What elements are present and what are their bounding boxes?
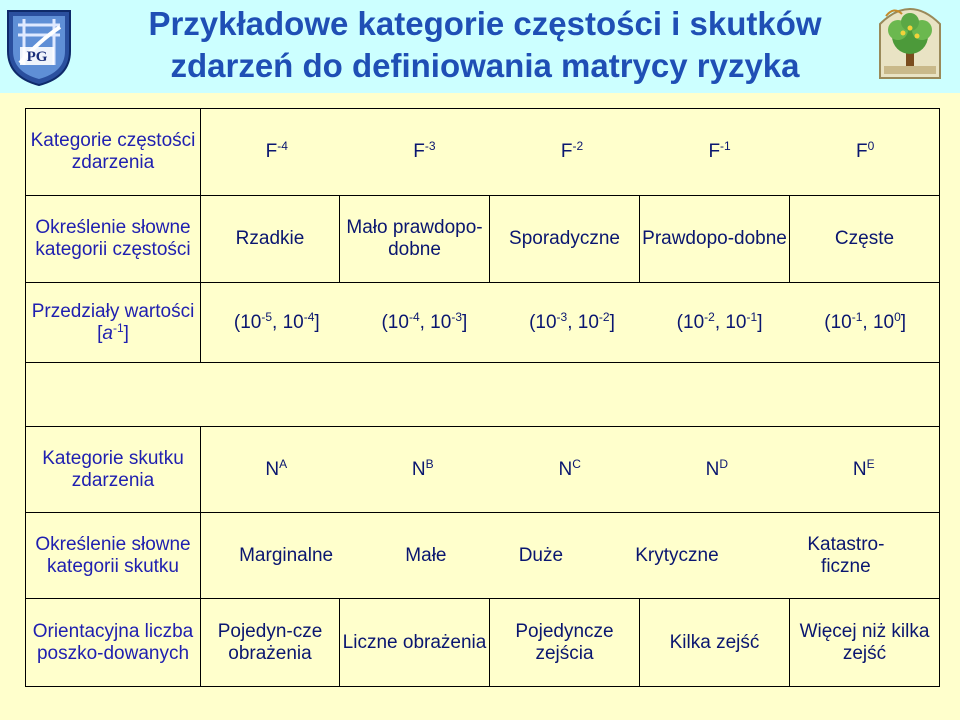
frequency-category-row [26, 109, 940, 196]
casualties-row [26, 599, 940, 687]
page-title [90, 3, 880, 87]
title-line-2: zdarzeń do definiowania matrycy ryzyka [170, 47, 800, 84]
consequence-category-label: Kategorie skutku zdarzenia [26, 427, 201, 513]
frequency-range-row [26, 283, 940, 363]
table-spacer-row [26, 363, 940, 427]
casualties-cell: Pojedyn-cze obrażenia [201, 599, 340, 687]
consequence-verbal-row [26, 513, 940, 599]
consequence-verbal-label: Określenie słowne kategorii skutku [26, 513, 201, 599]
pg-logo-icon [4, 5, 74, 87]
casualties-cell: Liczne obrażenia [340, 599, 490, 687]
casualties-label: Orientacyjna liczba poszko-dowanych [26, 599, 201, 687]
frequency-category-cell [201, 109, 940, 196]
consequence-code: $N^E$ [852, 456, 875, 480]
consequence-code: $N^D$ [705, 456, 729, 480]
title-line-1: Przykładowe kategorie częstości i skutków [148, 5, 822, 42]
frequency-range: ($10^{-4}$, $10^{-3}$] [381, 309, 468, 333]
casualties-cell: Pojedyncze zejścia [490, 599, 640, 687]
risk-category-table [25, 108, 940, 687]
consequence-code: $N^A$ [265, 456, 288, 480]
frequency-code: $F^{-1}$ [708, 139, 731, 162]
consequence-verbal-value: Katastro-ficzne [807, 533, 885, 577]
consequence-code: $N^B$ [411, 456, 434, 480]
frequency-category-label: Kategorie częstości zdarzenia [26, 109, 201, 196]
casualties-cell: Więcej niż kilka zejść [790, 599, 940, 687]
tree-emblem-icon [874, 2, 946, 82]
frequency-verbal-cell: Mało prawdopo-dobne [340, 196, 490, 283]
table-spacer-cell [26, 363, 940, 427]
frequency-code: $F^0$ [856, 139, 875, 162]
consequence-verbal-cell [201, 513, 940, 599]
casualties-cell: Kilka zejść [640, 599, 790, 687]
frequency-code: $F^{-4}$ [265, 139, 288, 162]
consequence-verbal-value: Duże [518, 544, 564, 566]
frequency-verbal-cell: Rzadkie [201, 196, 340, 283]
frequency-verbal-label: Określenie słowne kategorii częstości [26, 196, 201, 283]
frequency-verbal-cell: Częste [790, 196, 940, 283]
frequency-range: ($10^{-1}$, $10^0$] [824, 309, 907, 333]
consequence-verbal-value: Małe [405, 544, 447, 566]
frequency-range: ($10^{-5}$, $10^{-4}$] [233, 309, 320, 333]
frequency-range-cell [201, 283, 940, 363]
consequence-verbal-value: Marginalne [239, 544, 334, 566]
frequency-range-label: Przedziały wartości $[a^{-1}]$ [26, 283, 201, 363]
frequency-verbal-cell: Prawdopo-dobne [640, 196, 790, 283]
frequency-code: $F^{-3}$ [413, 139, 436, 162]
consequence-category-cell [201, 427, 940, 513]
pg-logo-text: PG [26, 49, 48, 65]
consequence-verbal-value: Krytyczne [635, 544, 719, 566]
frequency-verbal-row [26, 196, 940, 283]
frequency-verbal-cell: Sporadyczne [490, 196, 640, 283]
consequence-code: $N^C$ [558, 456, 581, 480]
consequence-category-row [26, 427, 940, 513]
frequency-range: ($10^{-3}$, $10^{-2}$] [529, 309, 615, 333]
frequency-range: ($10^{-2}$, $10^{-1}$] [676, 309, 763, 333]
frequency-code: $F^{-2}$ [560, 139, 584, 162]
